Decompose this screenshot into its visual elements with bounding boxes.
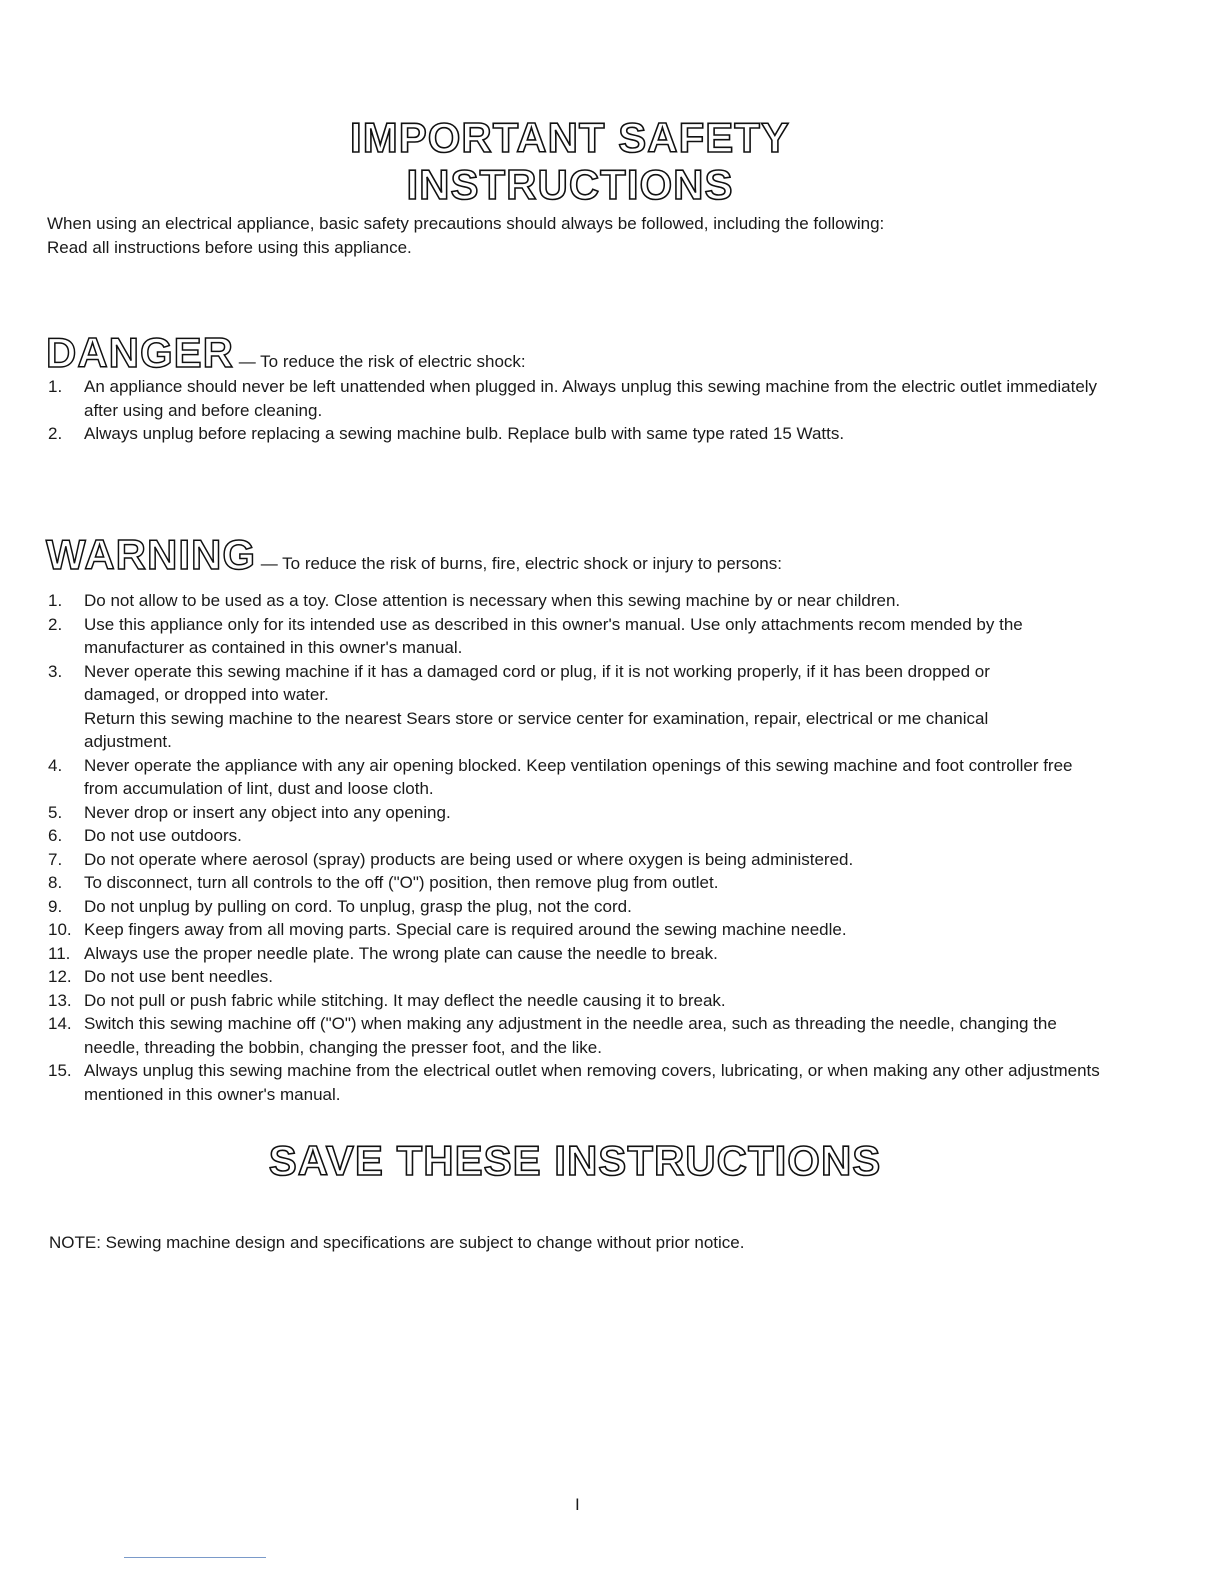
save-instructions-heading: SAVE THESE INSTRUCTIONS bbox=[268, 1137, 882, 1184]
item-number: 2. bbox=[48, 424, 63, 443]
danger-subheading: — To reduce the risk of electric shock: bbox=[234, 352, 526, 371]
list-item bbox=[48, 375, 1108, 422]
warning-subheading: — To reduce the risk of burns, fire, electric shock or injury to persons: bbox=[256, 554, 782, 573]
item-number: 15. bbox=[48, 1061, 72, 1080]
item-number: 1. bbox=[48, 591, 63, 610]
item-text: An appliance should never be left unattended when plugged in. Always unplug this sewing machine from the electric outlet immediately after using and before cleaning. bbox=[84, 377, 1098, 420]
item-text: Do not operate where aerosol (spray) products are being used or where oxygen is being administered. bbox=[84, 849, 854, 869]
danger-list bbox=[48, 375, 1108, 446]
item-number: 4. bbox=[48, 755, 63, 775]
list-item bbox=[48, 422, 1108, 446]
item-text: Always unplug this sewing machine from the electrical outlet when removing covers, lubricating, or when making any other adjustments mentioned in this owner's manual. bbox=[84, 1061, 1100, 1104]
warning-label: WARNING bbox=[46, 531, 256, 578]
item-text: Always use the proper needle plate. The wrong plate can cause the needle to break. bbox=[84, 943, 718, 963]
page-number: I bbox=[575, 1495, 580, 1514]
list-item bbox=[48, 589, 1108, 613]
footer-rule bbox=[124, 1557, 266, 1558]
item-number: 2. bbox=[48, 614, 63, 634]
item-text: Do not use outdoors. bbox=[84, 826, 242, 845]
list-item bbox=[48, 1059, 1108, 1106]
item-text: Switch this sewing machine off ("O") when making any adjustment in the needle area, such as threading the needle, changing the needle, threading the bobbin, changing the presser foot, and the like. bbox=[84, 1014, 1057, 1057]
danger-label: DANGER bbox=[46, 329, 235, 376]
item-text: Never drop or insert any object into any opening. bbox=[84, 802, 451, 822]
list-item bbox=[48, 801, 1108, 825]
item-text: Do not use bent needles. bbox=[84, 967, 274, 986]
list-item bbox=[48, 989, 1108, 1013]
item-number: 7. bbox=[48, 849, 63, 869]
intro-precautions: When using an electrical appliance, basic safety precautions should always be followed, including the following: bbox=[47, 214, 885, 233]
list-item bbox=[48, 895, 1108, 919]
list-item bbox=[48, 918, 1108, 942]
list-item bbox=[48, 965, 1108, 989]
item-text: Do not unplug by pulling on cord. To unplug, grasp the plug, not the cord. bbox=[84, 896, 632, 916]
warning-list bbox=[48, 589, 1108, 1106]
list-item bbox=[48, 1012, 1108, 1059]
item-text: Do not allow to be used as a toy. Close attention is necessary when this sewing machine by or near children. bbox=[84, 591, 901, 610]
list-item bbox=[48, 942, 1108, 966]
item-number: 10. bbox=[48, 920, 72, 939]
item-text: Keep fingers away from all moving parts. Special care is required around the sewing machine needle. bbox=[84, 920, 847, 939]
list-item bbox=[48, 824, 1108, 848]
page-title-line-2: INSTRUCTIONS bbox=[406, 161, 734, 208]
item-number: 8. bbox=[48, 873, 63, 892]
item-number: 13. bbox=[48, 990, 72, 1010]
item-text: Never operate the appliance with any air opening blocked. Keep ventilation openings of this sewing machine and foot controller free from accumulation of lint, dust and loose cloth. bbox=[84, 755, 1073, 798]
list-item bbox=[48, 848, 1108, 872]
list-item bbox=[48, 660, 1108, 754]
danger-heading bbox=[46, 329, 526, 377]
item-number: 6. bbox=[48, 826, 63, 845]
list-item bbox=[48, 613, 1108, 660]
note-text: NOTE: Sewing machine design and specifications are subject to change without prior notice. bbox=[49, 1233, 745, 1252]
warning-heading bbox=[46, 531, 782, 579]
item-number: 14. bbox=[48, 1014, 72, 1033]
item-text: Use this appliance only for its intended use as described in this owner's manual. Use only attachments recom mended by the manufacturer as contained in this owner's manual. bbox=[84, 614, 1023, 657]
intro-read-all: Read all instructions before using this appliance. bbox=[47, 238, 412, 257]
page-title-line-1: IMPORTANT SAFETY bbox=[350, 114, 790, 161]
item-number: 3. bbox=[48, 661, 63, 681]
item-text: Do not pull or push fabric while stitching. It may deflect the needle causing it to break. bbox=[84, 990, 726, 1010]
item-number: 1. bbox=[48, 377, 63, 396]
item-text: To disconnect, turn all controls to the off ("O") position, then remove plug from outlet. bbox=[84, 873, 719, 892]
list-item bbox=[48, 754, 1108, 801]
item-number: 5. bbox=[48, 802, 63, 822]
item-text: Always unplug before replacing a sewing machine bulb. Replace bulb with same type rated 15 Watts. bbox=[84, 424, 845, 443]
item-number: 9. bbox=[48, 896, 63, 916]
item-text: Never operate this sewing machine if it has a damaged cord or plug, if it is not working properly, if it has been dropped or damaged, or dropped into water. bbox=[84, 661, 990, 704]
item-number: 12. bbox=[48, 967, 72, 986]
item-text-continued: Return this sewing machine to the nearest Sears store or service center for examination, repair, electrical or me chanical adjustment. bbox=[84, 708, 989, 751]
list-item bbox=[48, 871, 1108, 895]
item-number: 11. bbox=[48, 943, 71, 963]
intro-text bbox=[47, 212, 947, 260]
